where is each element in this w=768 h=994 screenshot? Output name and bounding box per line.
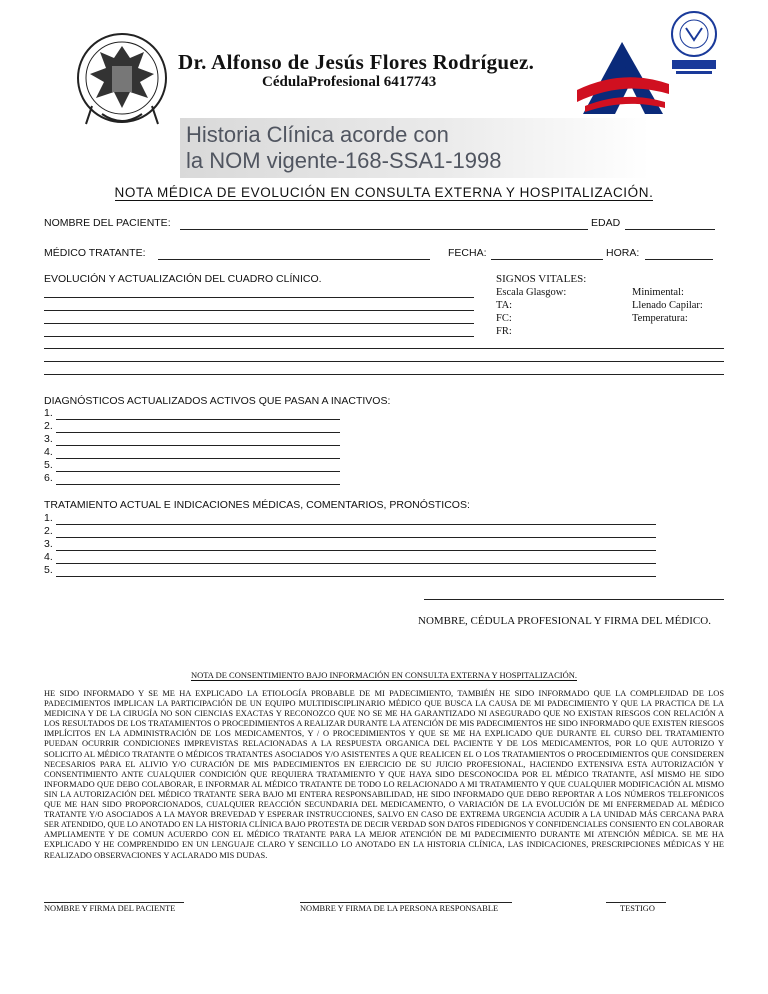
university-seal-logo	[72, 28, 172, 136]
vital-minimental: Minimental:	[632, 287, 684, 298]
time-label: HORA:	[606, 247, 640, 259]
evolution-line[interactable]	[44, 361, 724, 362]
diagnosis-number: 5.	[44, 459, 53, 471]
diagnosis-line[interactable]	[56, 419, 340, 420]
witness-signature-label: TESTIGO	[620, 904, 655, 913]
vital-llenado-capilar: Llenado Capilar:	[632, 300, 703, 311]
diagnosis-line[interactable]	[56, 458, 340, 459]
cedula-profesional: CédulaProfesional 6417743	[262, 74, 437, 90]
banner-line-2: la NOM vigente-168-SSA1-1998	[186, 148, 502, 173]
patient-signature-line[interactable]	[44, 902, 184, 903]
age-field[interactable]	[625, 229, 715, 230]
patient-name-field[interactable]	[180, 229, 588, 230]
treatment-line[interactable]	[56, 550, 656, 551]
consent-title	[0, 670, 768, 680]
diagnosis-line[interactable]	[56, 484, 340, 485]
witness-signature-line[interactable]	[606, 902, 666, 903]
patient-name-label: NOMBRE DEL PACIENTE:	[44, 217, 171, 229]
treatment-number: 1.	[44, 512, 53, 524]
treatment-heading: TRATAMIENTO ACTUAL E INDICACIONES MÉDICAS, COMENTARIOS, PRONÓSTICOS:	[44, 499, 470, 511]
treatment-line[interactable]	[56, 537, 656, 538]
time-field[interactable]	[645, 259, 713, 260]
vital-temperatura: Temperatura:	[632, 313, 688, 324]
age-label: EDAD	[591, 217, 621, 229]
doctor-name-heading: Dr. Alfonso de Jesús Flores Rodríguez.	[178, 50, 535, 74]
treatment-line[interactable]	[56, 563, 656, 564]
responsible-signature-line[interactable]	[300, 902, 512, 903]
diagnosis-number: 4.	[44, 446, 53, 458]
evolution-line[interactable]	[44, 323, 474, 324]
page-title-text: NOTA MÉDICA DE EVOLUCIÓN EN CONSULTA EXTERNA Y HOSPITALIZACIÓN.	[114, 185, 654, 200]
evolution-line[interactable]	[44, 336, 474, 337]
vital-glasgow: Escala Glasgow:	[496, 287, 567, 298]
evolution-heading: EVOLUCIÓN Y ACTUALIZACIÓN DEL CUADRO CLÍNICO.	[44, 273, 322, 285]
vital-ta: TA:	[496, 300, 513, 311]
diagnosis-line[interactable]	[56, 445, 340, 446]
evolution-line[interactable]	[44, 310, 474, 311]
treatment-line[interactable]	[56, 576, 656, 577]
responsible-signature-label: NOMBRE Y FIRMA DE LA PERSONA RESPONSABLE	[300, 904, 499, 913]
evolution-line[interactable]	[44, 297, 474, 298]
page-title	[0, 185, 768, 200]
treatment-number: 3.	[44, 538, 53, 550]
treatment-line[interactable]	[56, 524, 656, 525]
doctor-signature-line[interactable]	[424, 599, 724, 600]
vitals-heading: SIGNOS VITALES:	[496, 273, 587, 285]
consent-body: HE SIDO INFORMADO Y SE ME HA EXPLICADO LA ETIOLOGÍA PROBABLE DE MI PADECIMIENTO, TAMBIÉN HE SIDO INFORMADO QUE LA COMPLEJIDAD DE LOS PADECIMIENTOS IMPLICAN LA PARTICIPACIÓN DE UN EQUIPO MULTIDISCIPLINARIO MÉDICO QUE BUSCA LA CAUSA DE MI PADECIMIENTO Y QUE LA PRACTICA DE LA MEDICINA Y DE LA CIRUGÍA NO SON CIENCIAS EXACTAS Y RECONOZCO QUE NO SE ME HA GARANTIZADO NI ASEGURADO QUE NO EXISTAN RIESGOS CON RELACIÓN A LOS RESULTADOS DE LOS TRATAMIENTOS O PROCEDIMIENTOS A REALIZAR DURANTE LA ATENCIÓN DE MIS PADECIMIENTOS HE SIDO INFORMADO QUE EXISTEN RIESGOS IMPLÍCITOS EN LA ADMINISTRACIÓN DE LOS MEDICAMENTOS, Y / O PROCEDIMIENTOS Y QUE SE ME HA EXPLICADO QUE DURANTE EL CURSO DEL TRATAMIENTO PUEDAN OCURRIR CONDICIONES IMPREVISTAS RELACIONADAS A LA RESPUESTA ORGANICA DEL PACIENTE Y DE LOS MEDICAMENTOS, POR LO QUE AUTORIZO Y SOLICITO AL MÉDICO TRATANTE O MÉDICOS TRATANTES ASOCIADOS Y/O ASISTENTES A QUE REALICEN EL O LOS TRATAMIENTOS O PROCEDIMIENTOS QUE CONSIDEREN NECESARIOS PARA EL ALIVIO Y/O CURACIÓN DE MIS PADECIMIENTOS EN EJERCICIO DE SU JUICIO PROFESIONAL, HACIENDO EXTENSIVA ESTA AUTORIZACIÓN Y CONSENTIMIENTO ANTE CUALQUIER CONDICIÓN QUE REQUIERA TRATAMIENTO Y QUE HAYA SIDO DESCONOCIDA POR EL MÉDICO TRATANTE, ASÍ MISMO HE SIDO INFORMADO QUE DEBO COLABORAR, E INFORMAR AL MÉDICO TRATANTE DE TODO LO RELACIONADO A MI TRATAMIENTO Y QUE CUALQUIER MODIFICACIÓN AL MISMO SIN LA AUTORIZACIÓN DEL MÉDICO TRATANTE SERA BAJO MI ENTERA RESPONSABILIDAD, HE SIDO INFORMADO QUE DEBO REPORTAR A LOS NÚMEROS TELEFONICOS QUE ME HAN SIDO PROPORCIONADOS, CUALQUIER REACCIÓN SECUNDARIA DEL MEDICAMENTO, O VARIACIÓN DE LA EVOLUCIÓN DE MI ENFERMEDAD AL MÉDICO TRATANTE Y/O ASOCIADOS A LA MAYOR BREVEDAD Y ESPERAR INSTRUCCIONES, SALVO EN CASO DE EXTREMA URGENCIA ACUDIR A LA UNIDAD MÁS CERCANA PARA SER ATENDIDO, QUE LO ANOTADO EN LA HISTORIA CLÍNICA BAJO PROTESTA DE DECIR VERDAD SON DATOS FIDEDIGNOS Y CONFIDENCIALES CONSIENTO EN COLABORAR AMPLIAMENTE Y DE COMUN ACUERDO CON EL MÉDICO TRATANTE PARA LA MEJOR ATENCIÓN DE MI PADECIMIENTO DURANTE MI ATENCIÓN MÉDICA. SE ME HA EXPLICADO Y HE COMPRENDIDO EN UN LENGUAJE CLARO Y SENCILLO LO ANOTADO EN LA HISTORIA CLÍNICA, LAS INDICACIONES, PRESCRIPCIONES MÉDICAS Y HE REALIZADO OBSERVACIONES Y ACLARADO MIS DUDAS.	[44, 689, 724, 860]
diagnosis-number: 2.	[44, 420, 53, 432]
banner-line-1: Historia Clínica acorde con	[186, 122, 449, 147]
date-field[interactable]	[491, 259, 603, 260]
evolution-line[interactable]	[44, 374, 724, 375]
diagnoses-heading: DIAGNÓSTICOS ACTUALIZADOS ACTIVOS QUE PASAN A INACTIVOS:	[44, 395, 391, 407]
vital-fc: FC:	[496, 313, 512, 324]
diagnosis-line[interactable]	[56, 471, 340, 472]
treatment-number: 5.	[44, 564, 53, 576]
treatment-number: 2.	[44, 525, 53, 537]
doctor-signature-label: NOMBRE, CÉDULA PROFESIONAL Y FIRMA DEL MÉDICO.	[418, 615, 711, 627]
doctor-label: MÉDICO TRATANTE:	[44, 247, 146, 259]
date-label: FECHA:	[448, 247, 487, 259]
consent-title-text: NOTA DE CONSENTIMIENTO BAJO INFORMACIÓN EN CONSULTA EXTERNA Y HOSPITALIZACIÓN.	[191, 670, 577, 680]
treatment-number: 4.	[44, 551, 53, 563]
diagnosis-number: 1.	[44, 407, 53, 419]
certification-seal	[666, 10, 722, 76]
diagnosis-line[interactable]	[56, 432, 340, 433]
diagnosis-number: 6.	[44, 472, 53, 484]
patient-signature-label: NOMBRE Y FIRMA DEL PACIENTE	[44, 904, 176, 913]
diagnosis-number: 3.	[44, 433, 53, 445]
evolution-line[interactable]	[44, 348, 724, 349]
vital-fr: FR:	[496, 326, 512, 337]
doctor-field[interactable]	[158, 259, 430, 260]
institution-logo	[575, 32, 670, 124]
